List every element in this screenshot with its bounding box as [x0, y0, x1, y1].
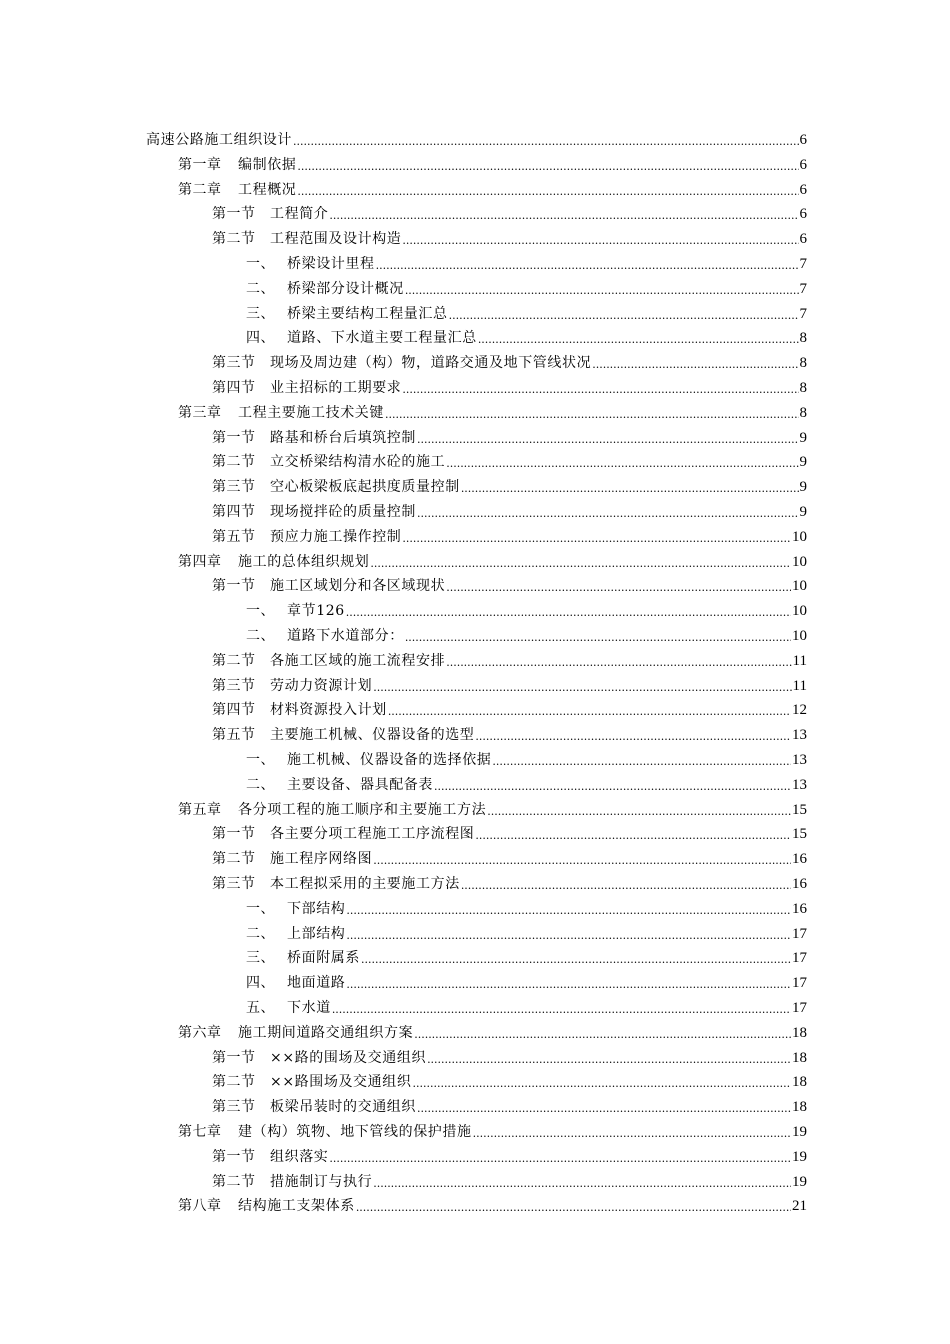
toc-dot-leader [492, 752, 791, 769]
toc-entry-number: 第二章 [178, 181, 222, 198]
toc-entry-section[interactable] [212, 869, 807, 893]
toc-entry-number: 第八章 [178, 1198, 222, 1215]
toc-entry-title: 措施制订与执行 [270, 1173, 373, 1190]
toc-entry-title: 板梁吊装时的交通组织 [270, 1099, 416, 1116]
toc-page-number: 8 [799, 380, 807, 396]
toc-dot-leader [402, 231, 798, 248]
toc-page-number: 10 [792, 553, 807, 570]
toc-entry-title: 材料资源投入计划 [270, 702, 387, 719]
toc-page-number: 13 [792, 752, 807, 768]
toc-entry-number: 第四节 [212, 380, 256, 396]
toc-dot-leader [402, 380, 798, 397]
toc-entry-title: 桥梁主要结构工程量汇总 [287, 305, 448, 322]
toc-entry-number: 第五节 [212, 727, 256, 744]
toc-entry-title: 结构施工支架体系 [238, 1198, 355, 1215]
toc-entry-title: 预应力施工操作控制 [270, 528, 402, 545]
toc-entry-number: 一、 [246, 603, 275, 620]
toc-entry-title: 施工区域划分和各区域现状 [270, 578, 446, 595]
toc-entry-title: 工程主要施工技术关键 [238, 404, 384, 421]
toc-dot-leader [388, 702, 791, 719]
toc-entry-item[interactable] [246, 745, 807, 769]
toc-entry-doc-title[interactable] [146, 125, 807, 149]
toc-entry-number: 第四章 [178, 553, 222, 570]
toc-dot-leader [361, 950, 791, 967]
toc-dot-leader [297, 157, 798, 174]
toc-dot-leader [475, 826, 791, 843]
toc-entry-title: 上部结构 [287, 925, 346, 942]
toc-entry-title: 各施工区域的施工流程安排 [270, 652, 446, 669]
toc-entry-number: 第四节 [212, 702, 256, 719]
toc-entry-title: 施工机械、仪器设备的选择依据 [287, 752, 492, 768]
toc-entry-title: 编制依据 [238, 156, 297, 173]
toc-page-number: 10 [792, 528, 807, 545]
toc-entry-number: 二、 [246, 280, 275, 297]
toc-dot-leader [412, 1074, 791, 1091]
toc-entry-title: ××路的围场及交通组织 [270, 1049, 427, 1066]
toc-entry-title: 施工期间道路交通组织方案 [238, 1024, 414, 1041]
toc-entry-item[interactable] [246, 894, 807, 918]
toc-dot-leader [402, 529, 791, 546]
toc-dot-leader [446, 653, 791, 670]
toc-entry-title: 路基和桥台后填筑控制 [270, 429, 416, 446]
toc-entry-title: 业主招标的工期要求 [270, 380, 402, 396]
toc-entry-number: 五、 [246, 1000, 275, 1016]
toc-entry-section[interactable] [212, 1167, 807, 1191]
toc-page-number: 15 [792, 826, 807, 843]
toc-page-number: 6 [799, 231, 807, 248]
toc-entry-item[interactable] [246, 274, 807, 298]
toc-dot-leader [373, 678, 791, 695]
toc-entry-section[interactable] [212, 1142, 807, 1166]
toc-dot-leader [449, 306, 799, 323]
toc-page-number: 7 [799, 256, 807, 272]
toc-entry-number: 二、 [246, 628, 275, 644]
toc-page-number: 12 [792, 702, 807, 719]
toc-entry-item[interactable] [246, 968, 807, 992]
toc-dot-leader [293, 132, 799, 149]
toc-entry-item[interactable] [246, 621, 807, 645]
toc-entry-number: 第一节 [212, 1148, 256, 1165]
toc-page-number: 9 [799, 454, 807, 471]
toc-entry-chapter[interactable] [178, 398, 807, 422]
toc-entry-item[interactable] [246, 770, 807, 794]
toc-entry-section[interactable] [212, 819, 807, 843]
toc-entry-title: 各主要分项工程施工工序流程图 [270, 826, 475, 843]
toc-entry-number: 第七章 [178, 1124, 222, 1140]
toc-entry-section[interactable] [212, 1092, 807, 1116]
toc-entry-title: 现场搅拌砼的质量控制 [270, 504, 416, 520]
toc-page-number: 6 [799, 206, 807, 223]
toc-dot-leader [346, 926, 791, 943]
toc-dot-leader [446, 578, 791, 595]
toc-entry-chapter[interactable] [178, 175, 807, 199]
toc-entry-title: 工程概况 [238, 181, 297, 198]
toc-dot-leader [427, 1050, 791, 1067]
toc-entry-number: 第五节 [212, 528, 256, 545]
toc-dot-leader [478, 330, 799, 347]
toc-page-number: 6 [799, 181, 807, 198]
toc-dot-leader [417, 504, 799, 521]
toc-entry-number: 第一节 [212, 429, 256, 446]
toc-page-number: 6 [799, 132, 807, 148]
toc-entry-section[interactable] [212, 423, 807, 447]
toc-entry-number: 一、 [246, 900, 275, 917]
toc-entry-section[interactable] [212, 224, 807, 248]
toc-entry-section[interactable] [212, 1043, 807, 1067]
toc-entry-section[interactable] [212, 571, 807, 595]
toc-entry-number: 二、 [246, 776, 275, 793]
toc-entry-number: 第五章 [178, 801, 222, 818]
toc-entry-chapter[interactable] [178, 1117, 807, 1141]
toc-entry-title: 施工的总体组织规划 [238, 553, 370, 570]
toc-entry-title: 工程简介 [270, 206, 329, 223]
toc-page-number: 21 [792, 1198, 807, 1215]
toc-entry-title: 道路下水道部分： [287, 628, 404, 644]
toc-page-number: 18 [792, 1049, 807, 1066]
toc-page-number: 10 [792, 628, 807, 644]
toc-entry-number: 第三章 [178, 404, 222, 421]
toc-page-number: 18 [792, 1024, 807, 1041]
toc-page-number: 7 [799, 280, 807, 297]
toc-dot-leader [332, 1000, 791, 1017]
toc-entry-title: 施工程序网络图 [270, 851, 373, 868]
toc-dot-leader [461, 479, 799, 496]
toc-entry-number: 第一节 [212, 578, 256, 595]
toc-entry-section[interactable] [212, 199, 807, 223]
toc-entry-title: 主要设备、器具配备表 [287, 776, 433, 793]
toc-entry-item[interactable] [246, 299, 807, 323]
toc-entry-section[interactable] [212, 447, 807, 471]
toc-entry-title: 现场及周边建（构）物，道路交通及地下管线状况 [270, 355, 592, 372]
toc-dot-leader [329, 1149, 791, 1166]
toc-entry-chapter[interactable] [178, 1191, 807, 1215]
toc-entry-number: 第二节 [212, 1074, 256, 1091]
toc-entry-title: 章节126 [287, 603, 345, 620]
toc-page-number: 11 [792, 677, 807, 694]
toc-dot-leader [346, 901, 791, 918]
toc-entry-item[interactable] [246, 993, 807, 1017]
toc-entry-number: 四、 [246, 330, 275, 347]
toc-entry-number: 第一章 [178, 156, 222, 173]
toc-entry-number: 第二节 [212, 851, 256, 868]
toc-entry-section[interactable] [212, 1067, 807, 1091]
toc-entry-item[interactable] [246, 919, 807, 943]
toc-entry-title: 劳动力资源计划 [270, 677, 373, 694]
toc-page-number: 15 [792, 801, 807, 818]
toc-page-number: 19 [792, 1148, 807, 1165]
toc-entry-number: 三、 [246, 305, 275, 322]
toc-entry-number: 第三节 [212, 876, 256, 892]
toc-page-number: 6 [799, 156, 807, 173]
toc-entry-title: 道路、下水道主要工程量汇总 [287, 330, 477, 347]
toc-dot-leader [370, 554, 791, 571]
toc-entry-section[interactable] [212, 671, 807, 695]
toc-dot-leader [592, 355, 798, 372]
toc-entry-title: 下水道 [287, 1000, 331, 1016]
toc-entry-number: 第二节 [212, 1173, 256, 1190]
toc-dot-leader [414, 1025, 791, 1042]
toc-page-number: 16 [792, 876, 807, 892]
toc-entry-number: 三、 [246, 950, 275, 967]
toc-entry-chapter[interactable] [178, 547, 807, 571]
toc-dot-leader [473, 1124, 791, 1141]
toc-page-number: 9 [799, 504, 807, 520]
toc-page-number: 7 [799, 305, 807, 322]
toc-entry-title: 主要施工机械、仪器设备的选型 [270, 727, 475, 744]
toc-entry-title: 桥面附属系 [287, 950, 360, 967]
toc-entry-section[interactable] [212, 373, 807, 397]
toc-page-number: 19 [792, 1173, 807, 1190]
toc-entry-item[interactable] [246, 249, 807, 273]
toc-entry-section[interactable] [212, 844, 807, 868]
toc-entry-number: 第一节 [212, 206, 256, 223]
toc-page-number: 17 [792, 975, 807, 992]
toc-entry-section[interactable] [212, 348, 807, 372]
toc-entry-title: ××路围场及交通组织 [270, 1074, 412, 1091]
toc-page-number: 10 [792, 578, 807, 595]
toc-entry-number: 第二节 [212, 231, 256, 248]
toc-entry-section[interactable] [212, 472, 807, 496]
toc-dot-leader [405, 628, 791, 645]
toc-entry-chapter[interactable] [178, 795, 807, 819]
toc-entry-title: 桥梁设计里程 [287, 256, 375, 272]
toc-entry-item[interactable] [246, 323, 807, 347]
toc-page-number: 19 [792, 1124, 807, 1140]
toc-entry-number: 第三节 [212, 1099, 256, 1116]
toc-dot-leader [373, 1174, 791, 1191]
toc-dot-leader [405, 281, 799, 298]
toc-dot-leader [434, 777, 791, 794]
toc-entry-section[interactable] [212, 695, 807, 719]
toc-entry-number: 一、 [246, 256, 275, 272]
toc-page-number: 8 [799, 404, 807, 421]
toc-entry-title: 空心板梁板底起拱度质量控制 [270, 479, 460, 496]
toc-page-number: 17 [792, 925, 807, 942]
toc-entry-number: 第一节 [212, 1049, 256, 1066]
toc-entry-number: 第二节 [212, 652, 256, 669]
toc-entry-item[interactable] [246, 943, 807, 967]
toc-page-number: 17 [792, 950, 807, 967]
toc-entry-title: 组织落实 [270, 1148, 329, 1165]
toc-entry-section[interactable] [212, 720, 807, 744]
toc-page-number: 8 [799, 355, 807, 372]
toc-dot-leader [446, 454, 798, 471]
toc-page-number: 8 [799, 330, 807, 347]
toc-entry-section[interactable] [212, 646, 807, 670]
toc-dot-leader [475, 727, 791, 744]
toc-dot-leader [461, 876, 791, 893]
toc-entry-number: 第三节 [212, 479, 256, 496]
toc-entry-title: 各分项工程的施工顺序和主要施工方法 [238, 801, 487, 818]
toc-dot-leader [417, 1099, 791, 1116]
toc-dot-leader [356, 1198, 791, 1215]
toc-entry-title: 地面道路 [287, 975, 346, 992]
toc-page-number: 16 [792, 900, 807, 917]
toc-entry-title: 建（构）筑物、地下管线的保护措施 [238, 1124, 472, 1140]
toc-page-number: 17 [792, 1000, 807, 1016]
toc-entry-number: 二、 [246, 925, 275, 942]
toc-page-number: 13 [792, 727, 807, 744]
toc-entry-number: 第六章 [178, 1024, 222, 1041]
toc-entry-title: 桥梁部分设计概况 [287, 280, 404, 297]
toc-entry-number: 第三节 [212, 677, 256, 694]
toc-entry-title: 高速公路施工组织设计 [146, 132, 292, 148]
toc-entry-title: 本工程拟采用的主要施工方法 [270, 876, 460, 892]
toc-page-number: 13 [792, 776, 807, 793]
toc-page-number: 9 [799, 479, 807, 496]
toc-page-number: 18 [792, 1074, 807, 1091]
toc-dot-leader [417, 430, 799, 447]
toc-dot-leader [346, 603, 791, 620]
toc-page-number: 10 [792, 603, 807, 620]
toc-page-number: 16 [792, 851, 807, 868]
toc-dot-leader [385, 405, 799, 422]
toc-entry-number: 第二节 [212, 454, 256, 471]
toc-page-number: 9 [799, 429, 807, 446]
toc-entry-title: 下部结构 [287, 900, 346, 917]
toc-entry-title: 立交桥梁结构清水砼的施工 [270, 454, 446, 471]
toc-entry-number: 第三节 [212, 355, 256, 372]
toc-entry-item[interactable] [246, 596, 807, 620]
toc-dot-leader [297, 182, 798, 199]
toc-entry-section[interactable] [212, 522, 807, 546]
toc-entry-number: 一、 [246, 752, 275, 768]
toc-dot-leader [346, 975, 791, 992]
toc-entry-number: 第四节 [212, 504, 256, 520]
toc-entry-number: 第一节 [212, 826, 256, 843]
toc-dot-leader [376, 256, 799, 273]
toc-dot-leader [373, 851, 791, 868]
toc-page-number: 11 [792, 652, 807, 669]
toc-entry-chapter[interactable] [178, 1018, 807, 1042]
toc-dot-leader [329, 206, 798, 223]
toc-page-number: 18 [792, 1099, 807, 1116]
toc-entry-section[interactable] [212, 497, 807, 521]
toc-dot-leader [487, 802, 791, 819]
toc-entry-number: 四、 [246, 975, 275, 992]
toc-entry-chapter[interactable] [178, 150, 807, 174]
toc-entry-title: 工程范围及设计构造 [270, 231, 402, 248]
